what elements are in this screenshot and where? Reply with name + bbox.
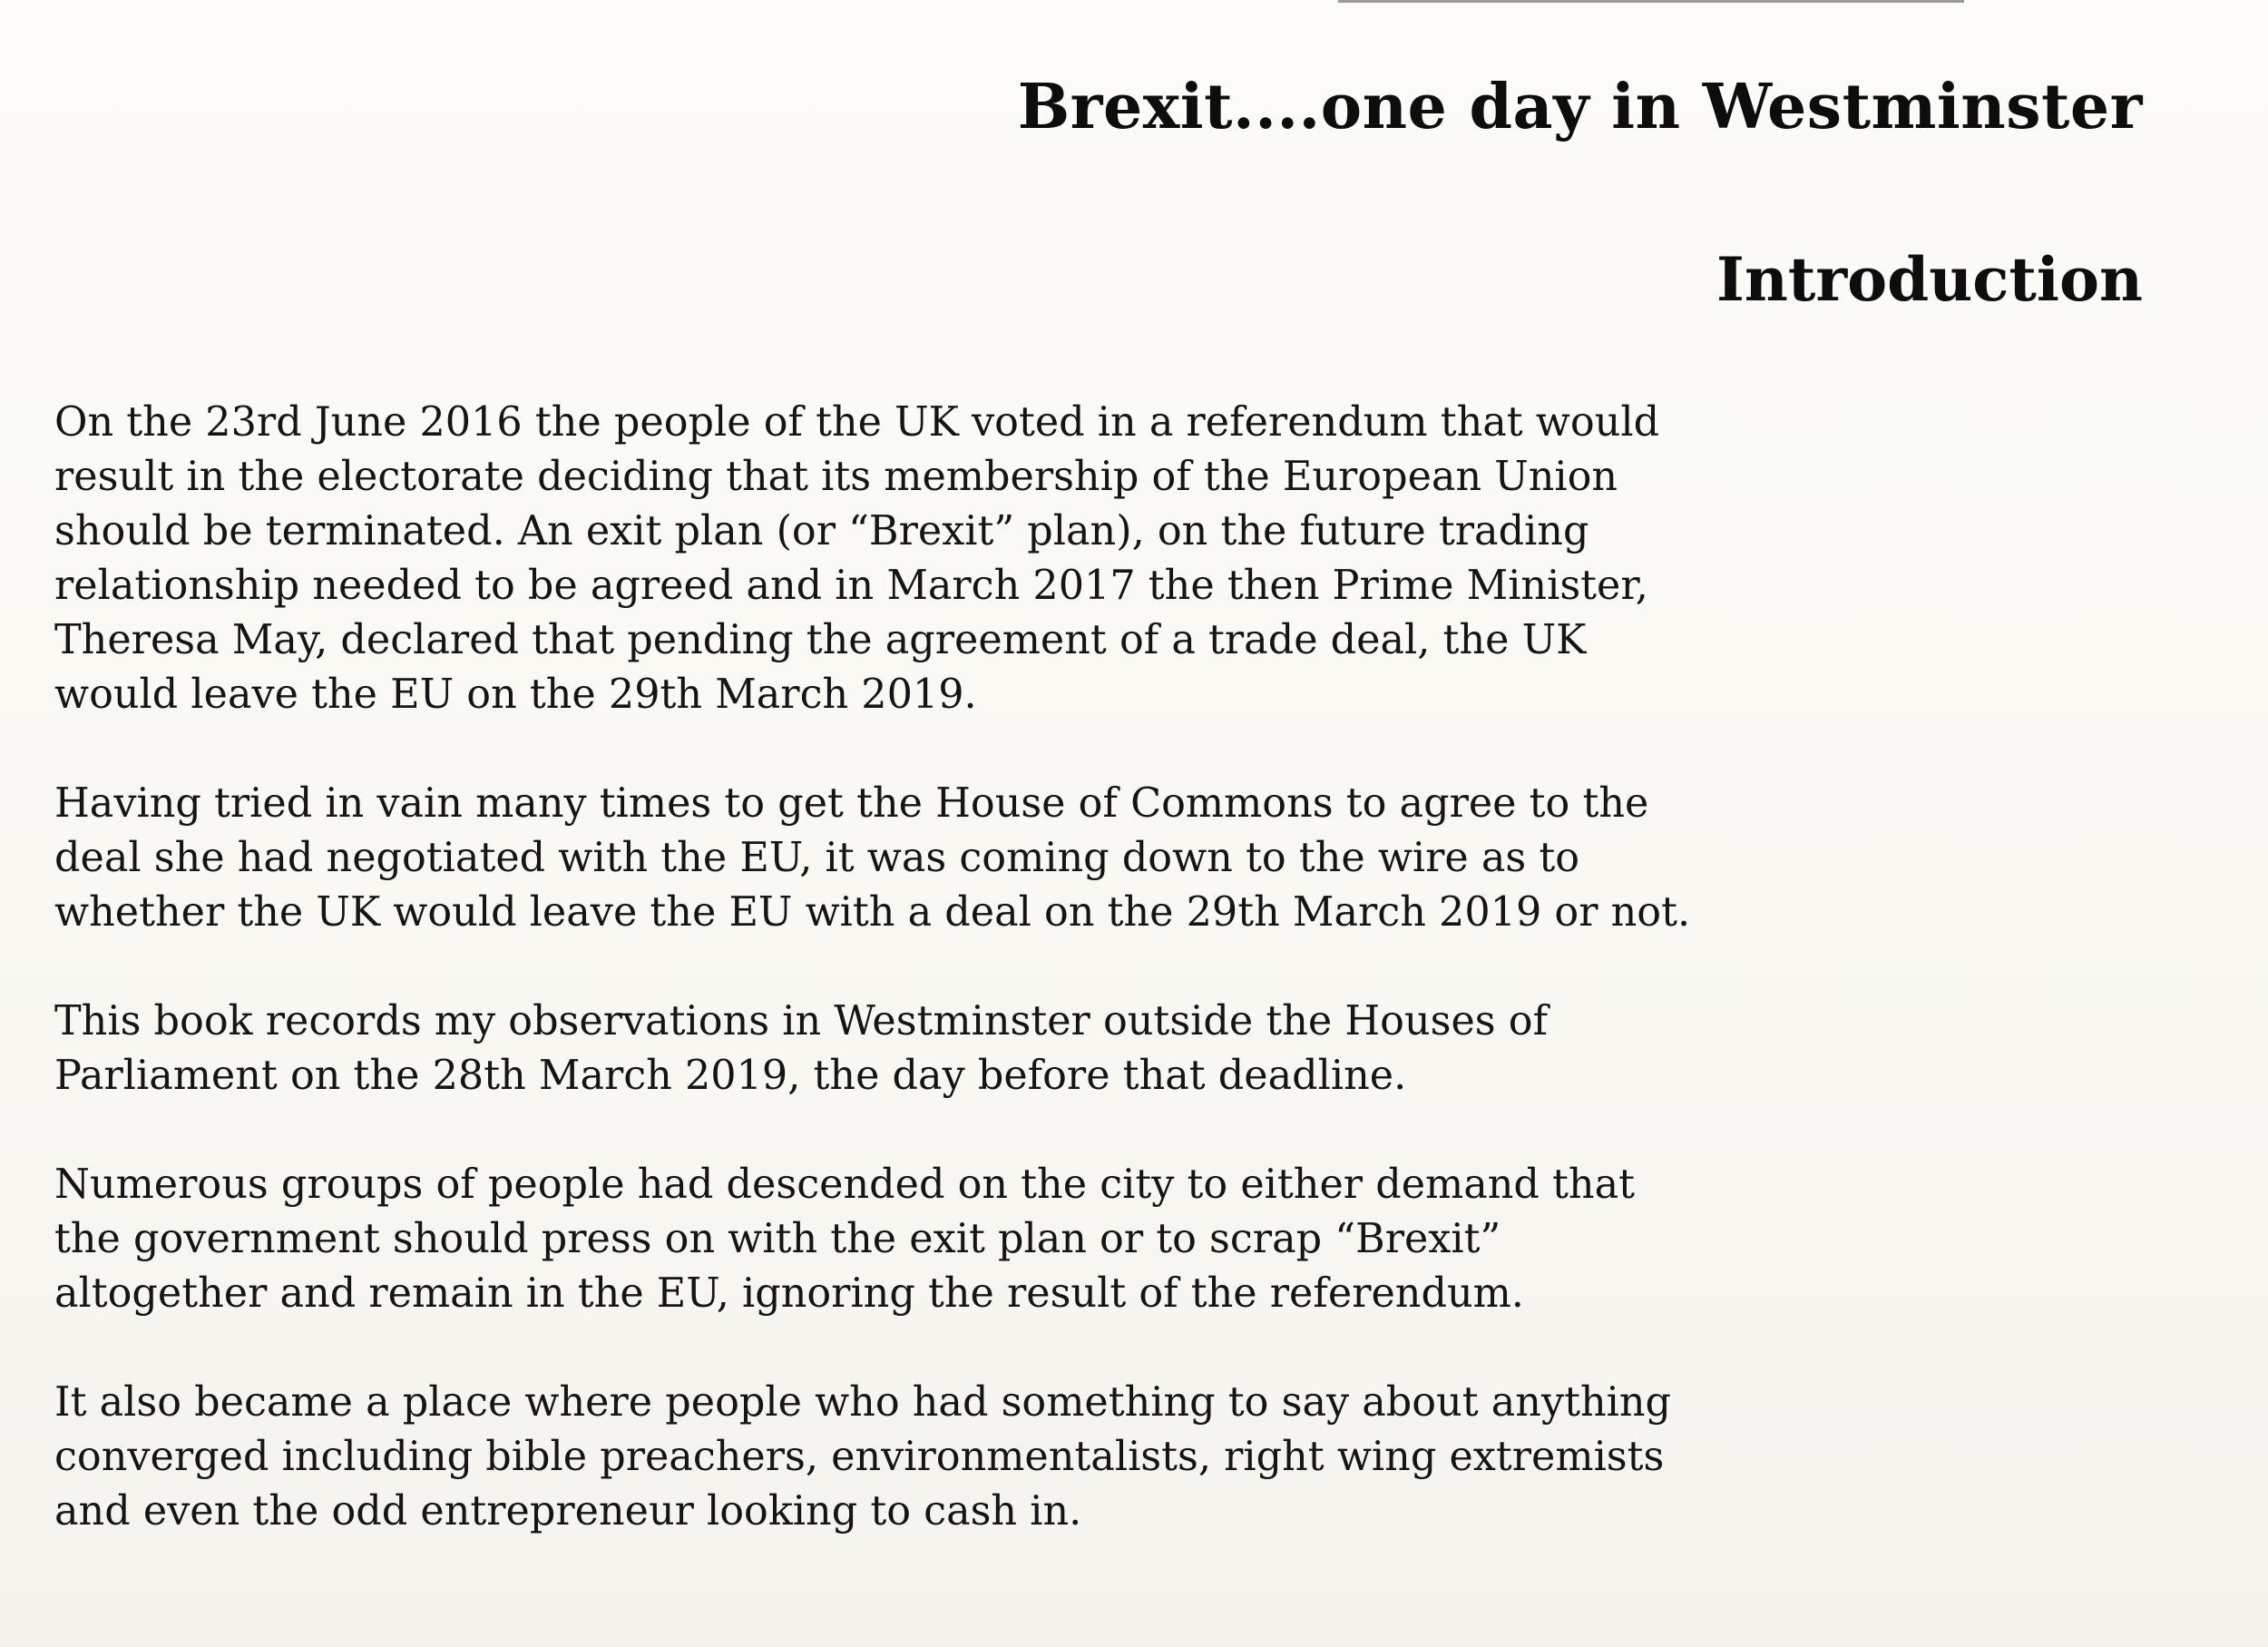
paragraph-line: converged including bible preachers, environmentalists, right wing extremists bbox=[54, 1434, 1665, 1480]
paragraph-line: It also became a place where people who had something to say about anything bbox=[54, 1379, 1672, 1426]
paragraph-line: the government should press on with the exit plan or to scrap “Brexit” bbox=[54, 1216, 1501, 1262]
paragraph-line: result in the electorate deciding that its membership of the European Union bbox=[54, 454, 1618, 500]
paragraph-line: should be terminated. An exit plan (or “Brexit” plan), on the future trading bbox=[54, 508, 1589, 554]
paragraph-4 bbox=[54, 1158, 2232, 1321]
paragraph-1 bbox=[54, 396, 2232, 722]
paragraph-line: deal she had negotiated with the EU, it was coming down to the wire as to bbox=[54, 835, 1580, 881]
paragraph-2 bbox=[54, 777, 2232, 940]
paragraph-line: relationship needed to be agreed and in March 2017 the then Prime Minister, bbox=[54, 563, 1648, 609]
page-edge-divider bbox=[1338, 0, 1964, 3]
body-text bbox=[54, 396, 2232, 1593]
paragraph-3 bbox=[54, 995, 2232, 1103]
paragraph-5 bbox=[54, 1376, 2232, 1539]
section-heading: Introduction bbox=[1716, 244, 2143, 315]
paragraph-line: whether the UK would leave the EU with a deal on the 29th March 2019 or not. bbox=[54, 889, 1691, 936]
paragraph-line: This book records my observations in Westminster outside the Houses of bbox=[54, 998, 1549, 1044]
paragraph-line: and even the odd entrepreneur looking to cash in. bbox=[54, 1488, 1082, 1534]
paragraph-line: Having tried in vain many times to get the House of Commons to agree to the bbox=[54, 780, 1649, 827]
paragraph-line: Parliament on the 28th March 2019, the day before that deadline. bbox=[54, 1053, 1407, 1099]
paragraph-line: would leave the EU on the 29th March 2019. bbox=[54, 672, 977, 718]
paragraph-line: On the 23rd June 2016 the people of the UK voted in a referendum that would bbox=[54, 399, 1660, 446]
book-title: Brexit....one day in Westminster bbox=[1017, 71, 2143, 143]
paragraph-line: Numerous groups of people had descended on the city to either demand that bbox=[54, 1162, 1635, 1208]
paragraph-line: Theresa May, declared that pending the agreement of a trade deal, the UK bbox=[54, 617, 1587, 663]
paragraph-line: altogether and remain in the EU, ignoring the result of the referendum. bbox=[54, 1270, 1524, 1317]
